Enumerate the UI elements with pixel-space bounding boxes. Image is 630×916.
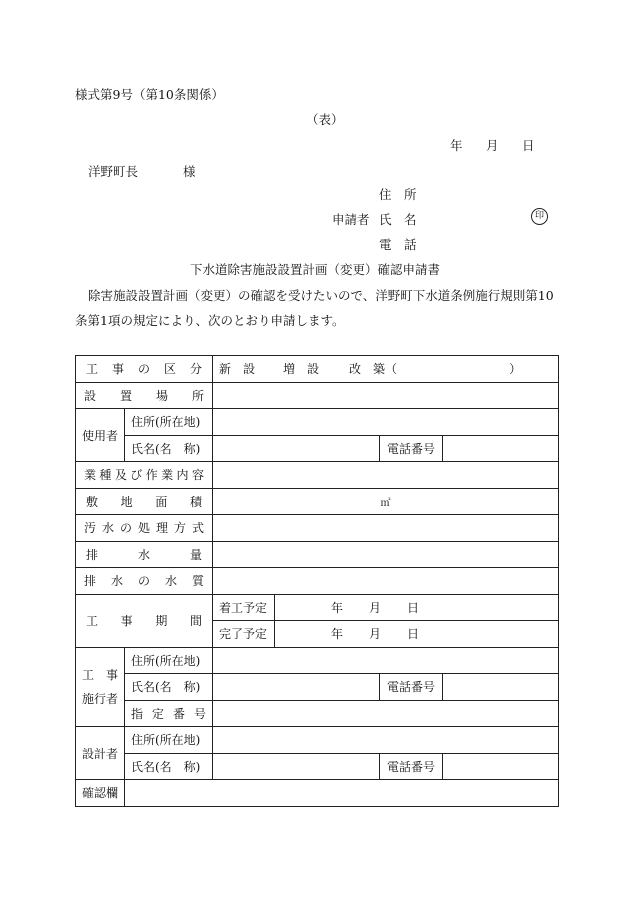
user-name-label: 氏名(名 称)	[125, 435, 213, 462]
work-type-new: 新 設	[219, 362, 256, 377]
row-quality	[76, 568, 559, 595]
treatment-cell[interactable]	[213, 515, 559, 542]
row-contractor-designation	[76, 700, 559, 727]
row-designer-name	[76, 753, 559, 780]
period-end-cell[interactable]	[275, 621, 559, 648]
contractor-address-label: 住所(所在地)	[125, 647, 213, 674]
designer-name-label: 氏名(名 称)	[125, 753, 213, 780]
confirmation-label: 確認欄	[76, 780, 125, 807]
period-end-year: 年	[331, 627, 344, 642]
form-number: 様式第9号（第10条関係）	[75, 87, 224, 102]
applicant-address-label: 住 所	[379, 187, 417, 202]
row-location	[76, 382, 559, 409]
date-year: 年	[450, 138, 463, 153]
location-cell[interactable]	[213, 382, 559, 409]
contractor-name-label: 氏名(名 称)	[125, 674, 213, 701]
row-site-area	[76, 488, 559, 515]
row-volume	[76, 541, 559, 568]
treatment-label: 汚 水 の 処 理 方 式	[84, 521, 205, 536]
contractor-name-cell[interactable]	[213, 674, 380, 701]
applicant-phone-label: 電 話	[379, 237, 417, 252]
period-end-label: 完了予定	[213, 621, 275, 648]
business-cell[interactable]	[213, 462, 559, 489]
applicant-name-label: 氏 名	[379, 212, 417, 227]
contractor-label: 工 事 施行者	[76, 647, 125, 727]
document-title: 下水道除害施設設置計画（変更）確認申請書	[189, 262, 440, 277]
row-business	[76, 462, 559, 489]
side-label: （表）	[306, 112, 344, 127]
contractor-phone-cell[interactable]	[443, 674, 559, 701]
confirmation-cell[interactable]	[125, 780, 559, 807]
row-designer-address	[76, 727, 559, 754]
site-area-unit: ㎡	[380, 497, 391, 509]
seal-icon: 印	[531, 208, 548, 225]
work-type-rebuild: 改 築（	[349, 362, 398, 377]
site-area-label: 敷 地 面 積	[86, 494, 202, 509]
row-period-start	[76, 594, 559, 621]
row-user-name	[76, 435, 559, 462]
volume-cell[interactable]	[213, 541, 559, 568]
row-contractor-address	[76, 647, 559, 674]
work-type-extend: 増 設	[283, 362, 320, 377]
row-user-address	[76, 409, 559, 436]
designer-phone-label: 電話番号	[380, 753, 443, 780]
body-paragraph: 除害施設設置計画（変更）の確認を受けたいので、洋野町下水道条例施行規則第10条第1項の規定により、次のとおり申請します。	[75, 288, 554, 328]
quality-cell[interactable]	[213, 568, 559, 595]
applicant-label: 申請者	[332, 212, 370, 227]
designation-label: 指 定 番 号	[131, 706, 207, 721]
user-label: 使用者	[76, 409, 125, 462]
application-table	[75, 355, 559, 807]
user-phone-label: 電話番号	[380, 435, 443, 462]
user-name-cell[interactable]	[213, 435, 380, 462]
period-label: 工 事 期 間	[86, 614, 202, 628]
row-confirmation	[76, 780, 559, 807]
designer-address-cell[interactable]	[213, 727, 559, 754]
user-address-label: 住所(所在地)	[125, 409, 213, 436]
period-end-month: 月	[369, 627, 382, 642]
volume-label: 排 水 量	[86, 547, 203, 562]
date-month: 月	[486, 138, 499, 153]
designer-label: 設計者	[76, 727, 125, 780]
period-start-cell[interactable]	[275, 594, 559, 621]
period-start-month: 月	[369, 600, 382, 615]
honorific: 様	[183, 164, 196, 179]
work-type-label: 工 事 の 区 分	[86, 362, 203, 377]
designation-cell[interactable]	[213, 700, 559, 727]
contractor-address-cell[interactable]	[213, 647, 559, 674]
work-type-close: ）	[509, 362, 522, 377]
period-end-day: 日	[407, 627, 420, 642]
period-start-day: 日	[407, 600, 420, 615]
work-type-cell[interactable]	[213, 356, 559, 383]
addressee: 洋野町長	[88, 164, 139, 179]
quality-label: 排 水 の 水 質	[84, 574, 205, 589]
site-area-cell[interactable]	[213, 488, 559, 515]
period-start-year: 年	[331, 600, 344, 615]
designer-name-cell[interactable]	[213, 753, 380, 780]
contractor-phone-label: 電話番号	[380, 674, 443, 701]
row-work-type	[76, 356, 559, 383]
period-start-label: 着工予定	[213, 594, 275, 621]
location-label: 設 置 場 所	[84, 388, 205, 403]
designer-phone-cell[interactable]	[443, 753, 559, 780]
designer-address-label: 住所(所在地)	[125, 727, 213, 754]
row-contractor-name	[76, 674, 559, 701]
user-phone-cell[interactable]	[443, 435, 559, 462]
business-label: 業 種 及 び 作 業 内 容	[84, 468, 204, 483]
user-address-cell[interactable]	[213, 409, 559, 436]
row-treatment	[76, 515, 559, 542]
date-day: 日	[522, 138, 535, 153]
